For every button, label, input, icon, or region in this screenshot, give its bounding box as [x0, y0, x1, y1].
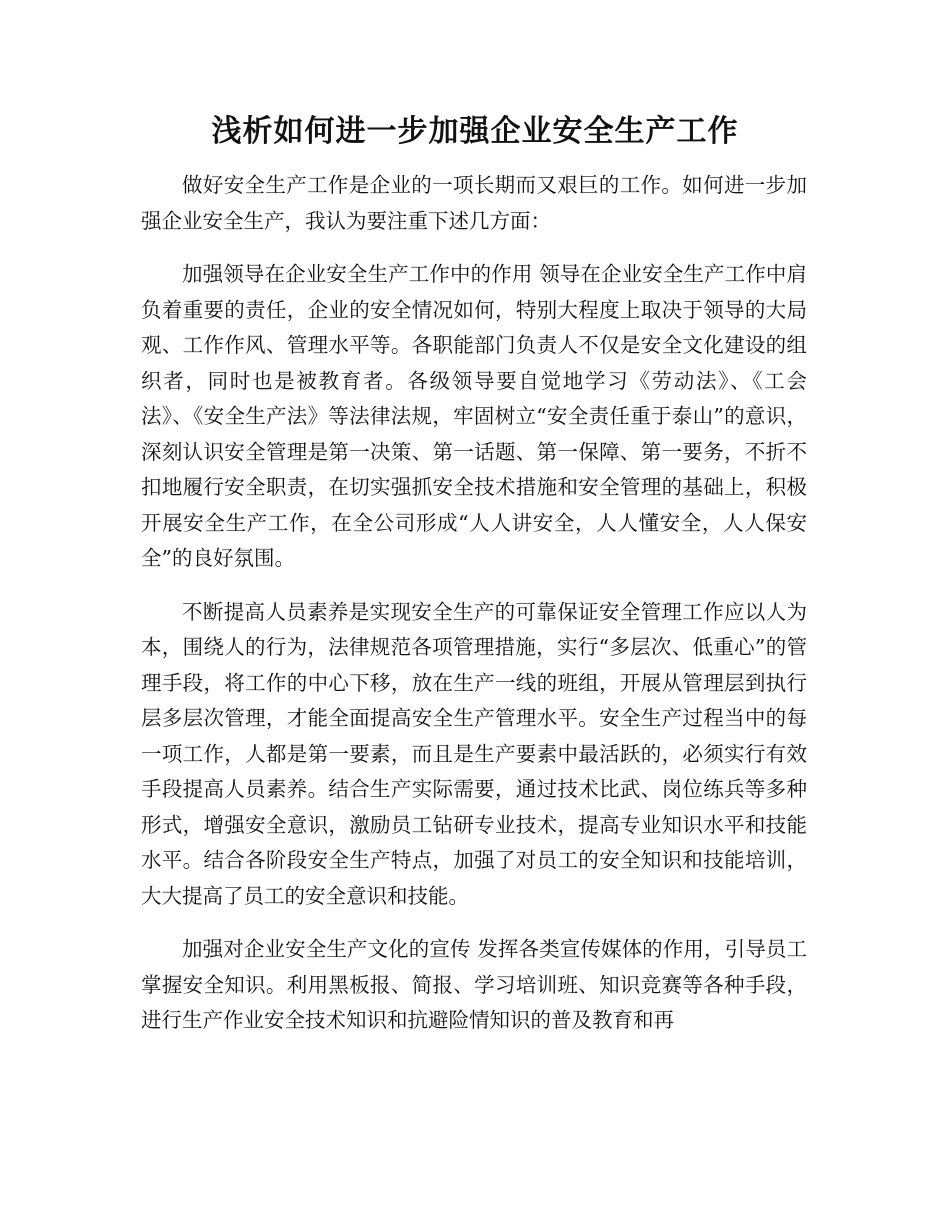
document-title: 浅析如何进一步加强企业安全生产工作 — [211, 114, 739, 149]
paragraph-leadership: 加强领导在企业安全生产工作中的作用 领导在企业安全生产工作中肩负着重要的责任，企业的安全情况如何，特别大程度上取决于领导的大局观、工作作风、管理水平等。各职能部门负责人不仅是安全文化建设的组织者，同时也是被教育者。各级领导要自觉地学习《劳动法》、《工会法》、《安全生产法》等法律法规，牢固树立“安全责任重于泰山”的意识，深刻认识安全管理是第一决策、第一话题、第一保障、第一要务，不折不扣地履行安全职责，在切实强抓安全技术措施和安全管理的基础上，积极开展安全生产工作，在全公司形成“人人讲安全，人人懂安全，人人保安全”的良好氛围。 — [141, 262, 807, 570]
paragraph-intro: 做好安全生产工作是企业的一项长期而又艰巨的工作。如何进一步加强企业安全生产，我认为要注重下述几方面： — [141, 173, 807, 233]
paragraph-safety-culture: 加强对企业安全生产文化的宣传 发挥各类宣传媒体的作用，引导员工掌握安全知识。利用黑板报、简报、学习培训班、知识竞赛等各种手段，进行生产作业安全技术知识和抗避险情知识的普及教育和再 — [141, 937, 807, 1032]
paragraph-personnel-quality: 不断提高人员素养是实现安全生产的可靠保证安全管理工作应以人为本，围绕人的行为，法律规范各项管理措施，实行“多层次、低重心”的管理手段，将工作的中心下移，放在生产一线的班组，开展从管理层到执行层多层次管理，才能全面提高安全生产管理水平。安全生产过程当中的每一项工作，人都是第一要素，而且是生产要素中最活跃的，必须实行有效手段提高人员素养。结合生产实际需要，通过技术比武、岗位练兵等多种形式，增强安全意识，激励员工钻研专业技术，提高专业知识水平和技能水平。结合各阶段安全生产特点，加强了对员工的安全知识和技能培训，大大提高了员工的安全意识和技能。 — [141, 599, 807, 908]
document-body — [141, 168, 807, 1039]
